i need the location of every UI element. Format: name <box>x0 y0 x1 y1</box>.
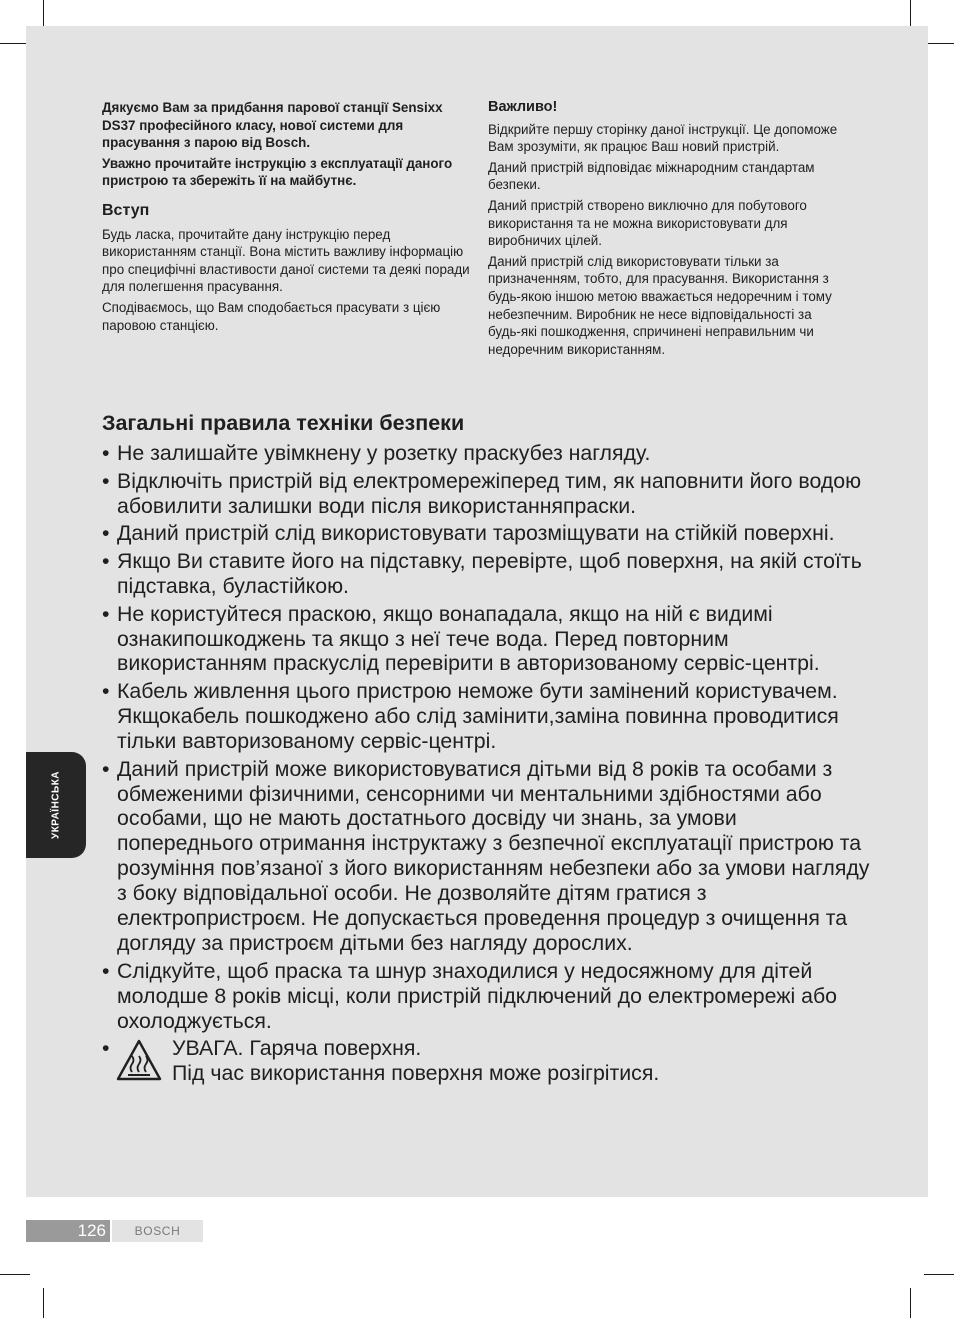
safety-rule-text: Даний пристрій слід використовувати тарозміщувати на стійкій поверхні. <box>117 521 835 546</box>
bullet: • <box>102 468 110 493</box>
language-tab <box>26 752 86 858</box>
bullet: • <box>102 756 110 781</box>
intro-paragraph: Будь ласка, прочитайте дану інструкцію перед використанням станції. Вона містить важливу інформацію про специфічні властивости даної системи та деякі поради для полегшення прасування. <box>102 226 470 295</box>
warning-text: Під час використання поверхня може розігрітися. <box>172 1061 660 1086</box>
safety-rule <box>102 469 872 519</box>
warning-title: УВАГА. Гаряча поверхня. <box>172 1036 422 1061</box>
important-paragraph: Даний пристрій створено виключно для побутового використання та не можна використовувати для виробничих цілей. <box>488 197 807 249</box>
crop-mark <box>43 1288 44 1318</box>
hot-surface-warning-icon <box>116 1039 162 1081</box>
important-paragraph: Даний пристрій відповідає міжнародним стандартам безпеки. <box>488 159 815 193</box>
safety-rule-text: Якщо Ви ставите його на підставку, перевірте, щоб поверхня, на якій стоїть підставка, буластійкою. <box>117 549 862 598</box>
bullet: • <box>102 601 110 626</box>
safety-rule <box>102 549 872 599</box>
intro-paragraph: Сподіваємось, що Вам сподобається прасувати з цією паровою станцією. <box>102 299 441 333</box>
safety-rule <box>102 602 872 677</box>
bullet: • <box>102 1036 110 1061</box>
safety-rule <box>102 521 872 546</box>
crop-mark <box>910 1288 911 1318</box>
safety-rule-text: Не залишайте увімкнену у розетку праскубез нагляду. <box>117 441 651 465</box>
important-column <box>488 99 848 361</box>
thanks-text: Дякуємо Вам за придбання парової станції Sensixx DS37 професійного класу, нової системи для прасування з парою від Bosch. <box>102 100 443 151</box>
language-tab-label: УКРАЇНСЬКА <box>50 770 62 840</box>
safety-rule <box>102 757 872 956</box>
read-instructions-text: Уважно прочитайте інструкцію з експлуатації даного пристрою та збережіть її на майбутнє. <box>102 155 453 189</box>
important-paragraph: Відкрийте першу сторінку даної інструкції. Це допоможе Вам зрозуміти, як працює Ваш новий пристрій. <box>488 121 838 155</box>
bullet: • <box>102 521 110 546</box>
crop-mark <box>924 43 954 44</box>
safety-title: Загальні правила техніки безпеки <box>102 411 465 435</box>
safety-rule <box>102 441 872 466</box>
safety-rule-text: Даний пристрій може використовуватися дітьми від 8 років та особами з обмеженими фізичними, сенсорними чи ментальними здібностями або особами, що не мають достатнього досвіду чи знань, за умови попереднього отримання інструктажу з безпечної експлуатації пристрою та розуміння пов’язаної з його використанням небезпеки або за умови нагляду з боку відповідальної особи. Не дозволяйте дітям гратися з електропристроєм. Не допускається проведення процедур з очищення та догляду за пристроєм дітьми без нагляду дорослих. <box>117 756 870 955</box>
bullet: • <box>102 958 110 983</box>
hot-surface-warning <box>102 1036 872 1086</box>
safety-rule-text: Слідкуйте, щоб праска та шнур знаходилися у недосяжному для дітей молодше 8 років місці, коли пристрій підключений до електромережі або охолоджується. <box>117 958 837 1033</box>
safety-rule-text: Відключіть пристрій від електромережіперед тим, як наповнити його водою абовилити залишки води після використанняпраски. <box>117 468 862 518</box>
safety-rule <box>102 679 872 754</box>
crop-mark <box>0 1274 30 1275</box>
page-number: 126 <box>26 1220 110 1242</box>
intro-column <box>102 99 472 337</box>
important-paragraph: Даний пристрій слід використовувати тільки за призначенням, тобто, для прасування. Використання з будь-якою іншою метою вважається недоречним і тому небезпечним. Виробник не несе відповідальності за будь-які пошкодження, спричинені неправильним чи недоречним використанням. <box>488 253 832 357</box>
bullet: • <box>102 549 110 574</box>
bullet: • <box>102 441 110 465</box>
safety-rule-text: Кабель живлення цього пристрою неможе бути замінений користувачем. Якщокабель пошкоджено або слід замінити,заміна повинна проводитися тільки вавторизованому сервіс-центрі. <box>117 679 839 753</box>
safety-rule <box>102 959 872 1034</box>
crop-mark <box>924 1274 954 1275</box>
safety-section <box>102 411 872 1086</box>
intro-heading: Вступ <box>102 201 150 219</box>
brand-label: BOSCH <box>112 1220 203 1242</box>
important-heading: Важливо! <box>488 99 558 115</box>
bullet: • <box>102 679 110 704</box>
safety-rule-text: Не користуйтеся праскою, якщо вонападала, якщо на ній є видимі ознакипошкоджень та якщо з неї тече вода. Перед повторним використанням праскуслід перевірити в авторизованому сервіс-центрі. <box>117 601 820 676</box>
